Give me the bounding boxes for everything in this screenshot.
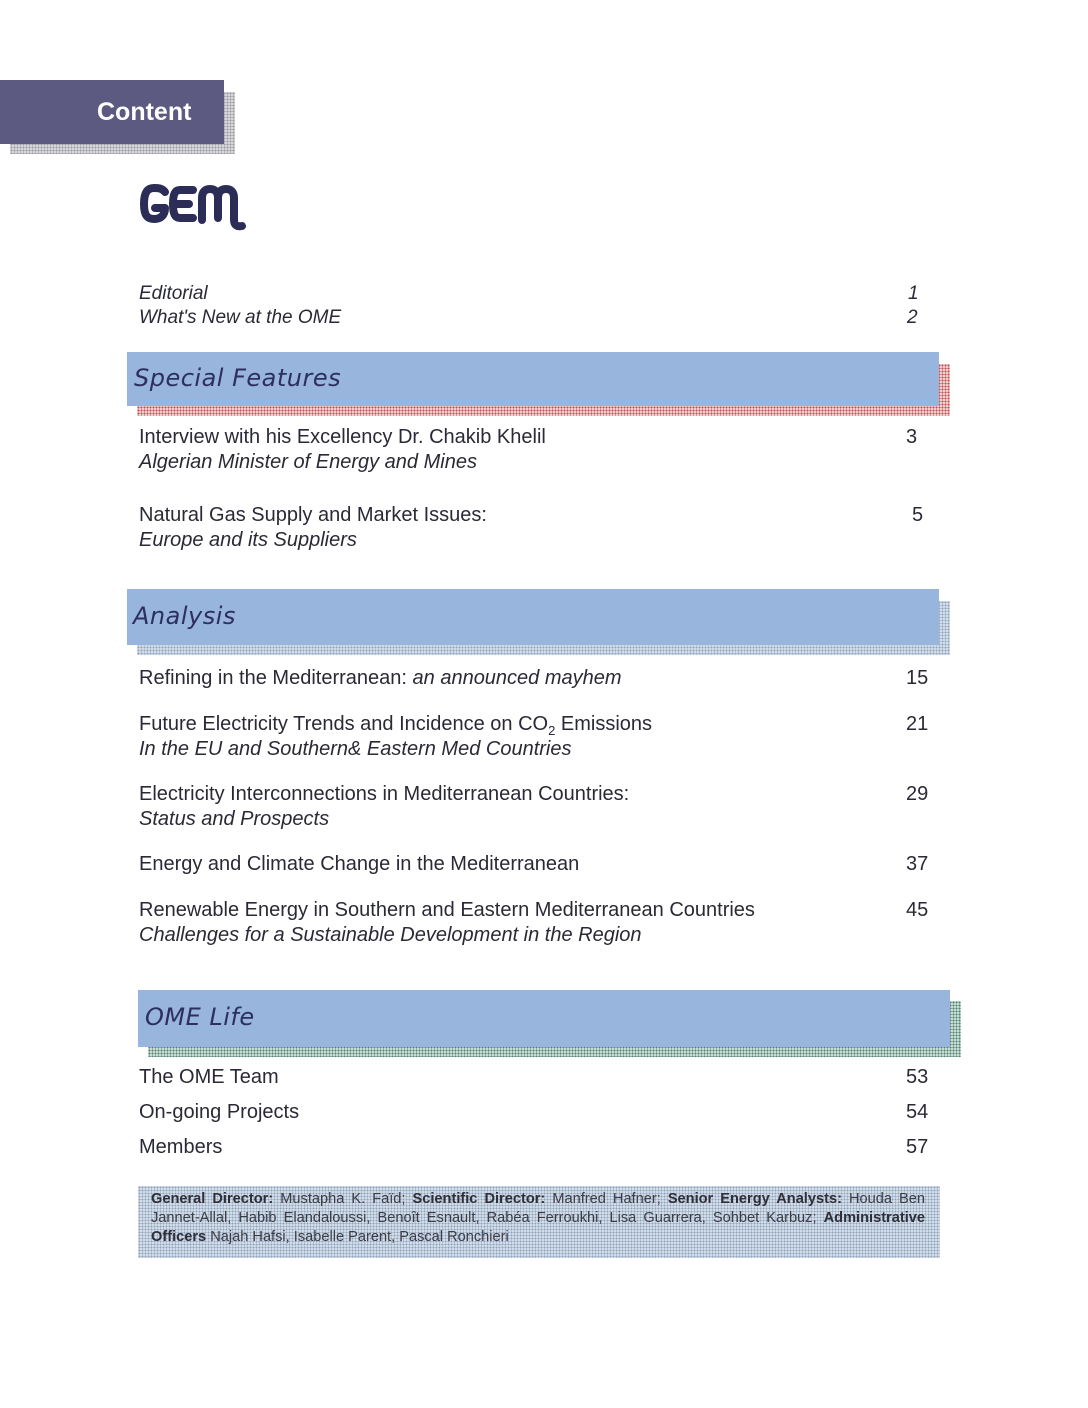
toc-page: 1 [908, 283, 919, 304]
toc-page: 57 [906, 1136, 929, 1158]
staff-label: Senior Energy Analysts: [667, 1191, 842, 1207]
staff-label: Scientific Director: [412, 1191, 546, 1207]
staff-names: Najah Hafsi, Isabelle Parent, Pascal Ronchieri [210, 1229, 509, 1245]
special-features-band [127, 352, 939, 406]
toc-subtitle: Status and Prospects [139, 808, 330, 830]
toc-title: Renewable Energy in Southern and Eastern Mediterranean Countries [139, 899, 755, 921]
toc-title: Interview with his Excellency Dr. Chakib Khelil [139, 426, 546, 448]
toc-page: 29 [906, 783, 929, 805]
toc-page: 5 [912, 504, 924, 526]
staff-names: Houda Ben Jannet-Allal, Habib Elandaloussi, Benoît Esnault, Rabéa Ferroukhi, Lisa Guarrera, Sohbet Karbuz; [151, 1191, 925, 1226]
staff-credits [151, 1190, 925, 1247]
staff-names: Manfred Hafner; [552, 1191, 661, 1207]
ome-life-band [138, 990, 950, 1047]
toc-page: 21 [906, 713, 929, 735]
toc-title-end: Emissions [555, 713, 653, 735]
co2-subscript: 2 [548, 723, 556, 738]
toc-page: 15 [906, 667, 929, 689]
section-heading-special-features: Special Features [134, 364, 342, 392]
staff-label: General Director: [151, 1191, 274, 1207]
toc-title: The OME Team [139, 1066, 279, 1088]
toc-title: Future Electricity Trends and Incidence on CO [139, 713, 549, 735]
section-heading-analysis: Analysis [133, 602, 236, 630]
staff-label: Administrative Officers [151, 1210, 925, 1245]
toc-subtitle: In the EU and Southern& Eastern Med Countries [139, 738, 572, 760]
toc-title-italic: an announced mayhem [412, 667, 622, 689]
toc-title: What's New at the OME [139, 307, 342, 328]
toc-title: On-going Projects [139, 1101, 300, 1123]
staff-names: Mustapha K. Faïd; [280, 1191, 406, 1207]
toc-title: Natural Gas Supply and Market Issues: [139, 504, 487, 526]
gem-logo [138, 180, 248, 232]
toc-subtitle: Europe and its Suppliers [139, 529, 357, 551]
analysis-band [127, 589, 939, 645]
content-tab [0, 80, 224, 144]
content-tab-label: Content [97, 98, 192, 126]
toc-page: 54 [906, 1101, 929, 1123]
toc-title: Editorial [139, 283, 208, 304]
toc-page: 45 [906, 899, 929, 921]
toc-title: Electricity Interconnections in Mediterranean Countries: [139, 783, 630, 805]
toc-subtitle: Algerian Minister of Energy and Mines [139, 451, 477, 473]
toc-page: 3 [906, 426, 918, 448]
toc-subtitle: Challenges for a Sustainable Development in the Region [139, 924, 642, 946]
toc-page: 2 [907, 307, 918, 328]
toc-title: Energy and Climate Change in the Mediterranean [139, 853, 580, 875]
toc-title: Refining in the Mediterranean: [139, 667, 407, 689]
section-heading-ome-life: OME Life [145, 1003, 255, 1031]
toc-title: Members [139, 1136, 223, 1158]
toc-page: 37 [906, 853, 929, 875]
toc-page: 53 [906, 1066, 929, 1088]
